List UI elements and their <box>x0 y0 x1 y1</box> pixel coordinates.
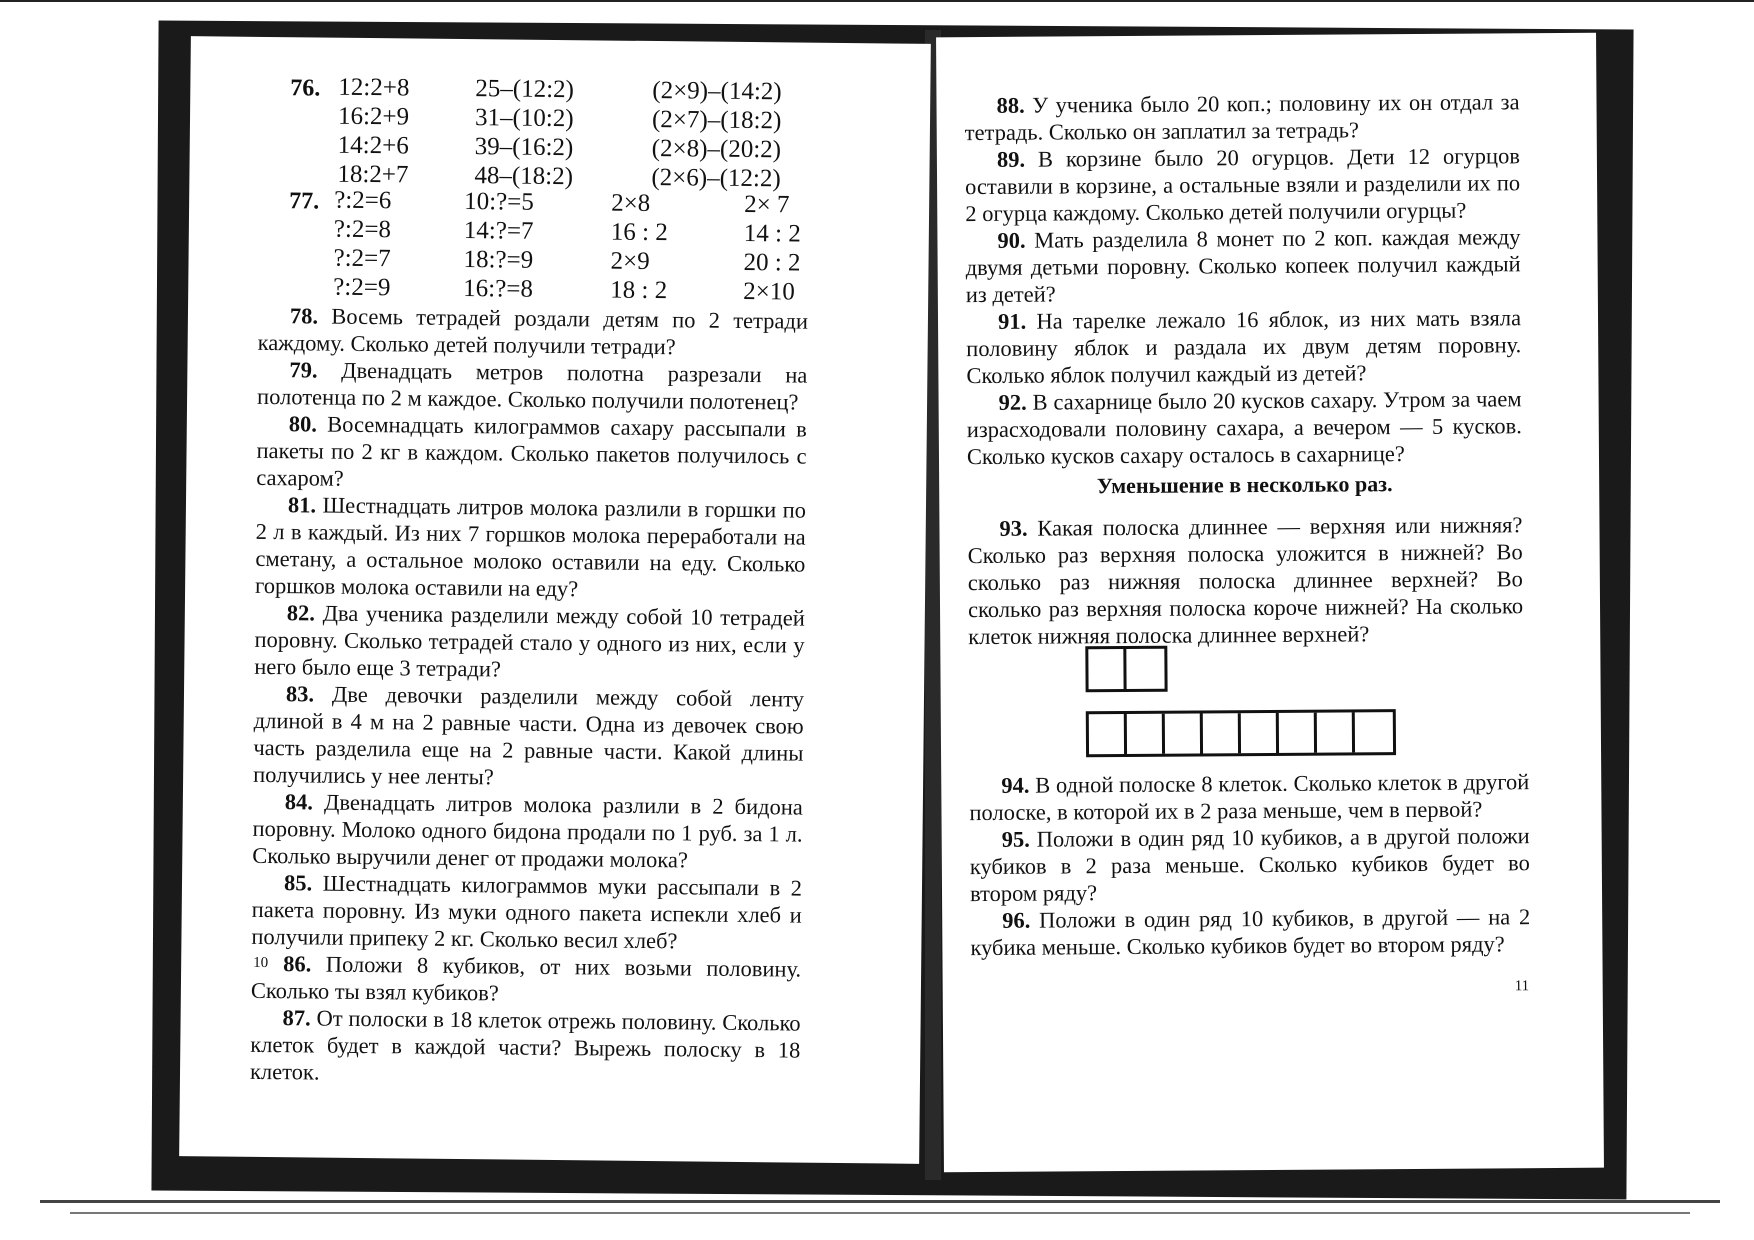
exercise-label: 77. <box>289 188 320 215</box>
problem-number: 80. <box>288 411 318 437</box>
problem-text: Какая полоска длиннее — верхняя или нижняя? Сколько раз верхняя полоска уложится в нижней? Во сколько раз нижняя полоска длиннее верхней? Во сколько раз верхняя полоска короче нижней? На сколько клеток нижняя полоска длиннее верхней? <box>967 512 1524 650</box>
page-number: 10 <box>253 954 269 972</box>
problem-text: В сахарнице было 20 кусков сахару. Утром за чаем израсходовали половину сахара, а вечером — 5 кусков. Сколько кусков сахару осталось в сахарнице? <box>966 386 1522 470</box>
expression: 10:?=5 <box>464 188 534 216</box>
problem <box>257 356 808 416</box>
expression: 18 : 2 <box>610 276 668 305</box>
expression: 20 : 2 <box>743 248 801 277</box>
problem-text: Две девочки разделили между собой ленту длиной в 4 м на 2 равные части. Одна из девочек свою часть разделила еще на 2 равные части. Какой длины получились у нее ленты? <box>253 681 805 790</box>
problem <box>253 680 804 794</box>
problem-number: 86. <box>283 951 312 977</box>
exercise-column <box>743 190 801 307</box>
expression: ?:2=8 <box>333 215 392 244</box>
problems-78-87 <box>250 302 808 1091</box>
expression: 31–(10:2) <box>474 104 574 133</box>
strip-cell <box>1279 713 1317 753</box>
expression: ?:2=6 <box>334 186 392 215</box>
expression: ?:2=7 <box>333 244 391 273</box>
expression: 39–(16:2) <box>474 133 574 162</box>
problem-text: В одной полоске 8 клеток. Сколько клеток в другой полоске, в которой их в 2 раза меньше, чем в первой? <box>969 769 1530 826</box>
problem <box>967 385 1523 470</box>
expression: 14:?=7 <box>463 217 534 245</box>
problem-text: На тарелке лежало 16 яблок, из них мать взяла половину яблок и раздала их двум детям поровну. Сколько яблок получил каждый из детей? <box>966 305 1522 389</box>
strip-cell <box>1355 712 1393 752</box>
problem <box>254 599 805 686</box>
problem <box>964 88 1519 146</box>
right-page <box>936 33 1604 1173</box>
problem <box>967 511 1523 650</box>
problem-text: От полоски в 18 клеток отрежь половину. Сколько клеток будет в каждой части? Вырежь полоску в 18 клеток. <box>249 1005 801 1085</box>
expression: (2×7)–(18:2) <box>651 105 782 135</box>
scan-bottom-edge <box>40 1200 1720 1203</box>
problem-number: 84. <box>284 789 314 815</box>
problem-number: 93. <box>999 515 1028 541</box>
problem-text: Восемнадцать килограммов сахару рассыпали в пакеты по 2 кг в каждом. Сколько пакетов получилось с сахаром? <box>256 411 807 491</box>
strip-cell <box>1165 713 1203 753</box>
strip-cell <box>1317 712 1355 752</box>
expression: 14:2+6 <box>337 131 409 160</box>
strip-cell <box>1241 713 1279 753</box>
exercise-column <box>610 189 668 306</box>
problem-number: 90. <box>997 227 1026 253</box>
expression: (2×9)–(14:2) <box>652 76 782 106</box>
expression: 16:2+9 <box>337 102 410 131</box>
exercise-column <box>651 76 782 193</box>
problems-94-96 <box>969 768 1530 961</box>
problem-number: 89. <box>996 146 1026 172</box>
problem <box>970 822 1531 907</box>
section-heading: Уменьшение в несколько раз. <box>1096 471 1393 499</box>
problem-number: 87. <box>282 1005 311 1031</box>
short-strip <box>1085 646 1167 693</box>
problem-number: 92. <box>998 389 1027 415</box>
expression: 16 : 2 <box>610 218 668 247</box>
expression: 2×9 <box>610 247 650 275</box>
expression: 18:2+7 <box>337 160 409 189</box>
problem-text: Двенадцать литров молока разлили в 2 бидона поровну. Молоко одного бидона продали по 1 руб. за 1 л. Сколько выручили денег от продажи молока? <box>252 789 803 873</box>
expression: 25–(12:2) <box>475 75 575 104</box>
scan-bottom-edge-2 <box>70 1212 1690 1214</box>
problem-number: 79. <box>289 357 318 383</box>
problem-text: Шестнадцать килограммов муки рассыпали в 2 пакета поровну. Из муки одного пакета испекли хлеб и получили припеку 2 кг. Сколько весил хлеб? <box>251 870 803 954</box>
problem-text: Восемь тетрадей роздали детям по 2 тетради каждому. Сколько детей получили тетради? <box>257 303 809 360</box>
exercise-label: 76. <box>290 75 321 102</box>
problems-88-92 <box>964 88 1522 470</box>
problem-text: В корзине было 20 огурцов. Дети 12 огурцов оставили в корзине, а остальные взяли и разделили их по 2 огурца каждому. Сколько детей получили огурцы? <box>965 143 1521 227</box>
problem-text: Мать разделила 8 монет по 2 коп. каждая между двумя детьми поровну. Сколько копеек получил каждый из детей? <box>965 224 1521 308</box>
problem-93 <box>967 511 1523 650</box>
exercise-column <box>474 74 574 191</box>
exercise-column <box>337 73 409 190</box>
expression: 14 : 2 <box>743 219 801 248</box>
expression: (2×8)–(20:2) <box>651 134 782 164</box>
problem-number: 83. <box>285 681 315 707</box>
problem-text: Два ученика разделили между собой 10 тетрадей поровну. Сколько тетрадей стало у одного из них, если у него было еще 3 тетради? <box>254 600 805 682</box>
exercise-column <box>463 187 534 304</box>
problem <box>965 223 1521 308</box>
problem <box>970 903 1530 961</box>
expression: 2× 7 <box>744 190 790 219</box>
long-strip <box>1086 709 1396 757</box>
problem <box>250 1004 801 1091</box>
problem-text: Положи 8 кубиков, от них возьми половину. Сколько ты взял кубиков? <box>250 951 802 1006</box>
strip-cell <box>1126 649 1164 689</box>
strip-cell <box>1127 714 1165 754</box>
expression: 2×8 <box>611 189 651 217</box>
problem-text: У ученика было 20 коп.; половину их он отдал за тетрадь. Сколько он заплатил за тетрадь? <box>964 89 1520 146</box>
expression: ?:2=9 <box>333 273 391 302</box>
problem <box>251 869 802 956</box>
left-page <box>179 36 931 1164</box>
problem-number: 85. <box>283 870 313 896</box>
problem <box>969 768 1529 826</box>
problem-number: 95. <box>1001 826 1030 852</box>
problem <box>258 302 809 362</box>
scan-top-edge <box>0 0 1754 2</box>
expression: 48–(18:2) <box>474 162 574 191</box>
strip-cell <box>1089 714 1127 754</box>
problem <box>255 491 806 605</box>
strip-cell <box>1203 713 1241 753</box>
problem <box>256 410 807 497</box>
problem-number: 91. <box>997 308 1027 334</box>
expression: 18:?=9 <box>463 246 534 274</box>
problem-number: 78. <box>289 303 319 329</box>
problem-text: Шестнадцать литров молока разлили в горшки по 2 л в каждый. Из них 7 горшков молока переработали на сметану, а остальное молоко оставили на еду. Сколько горшков молока оставили на еду? <box>255 492 807 602</box>
problem-text: Положи в один ряд 10 кубиков, а в другой положи кубиков в 2 раза меньше. Сколько кубиков будет во втором ряду? <box>969 823 1530 907</box>
problem <box>966 304 1522 389</box>
page-number: 11 <box>1514 978 1530 995</box>
problem-number: 81. <box>287 492 317 518</box>
strip-cell <box>1088 649 1126 689</box>
problem <box>252 788 803 875</box>
problem-number: 82. <box>286 600 316 626</box>
exercise-column <box>333 186 391 303</box>
problem <box>251 950 802 1010</box>
expression: 2×10 <box>743 277 795 306</box>
problem-number: 96. <box>1002 907 1031 933</box>
problem-number: 88. <box>996 92 1025 118</box>
expression: 12:2+8 <box>338 73 410 102</box>
problem-text: Положи в один ряд 10 кубиков, в другой — на 2 кубика меньше. Сколько кубиков будет во втором ряду? <box>970 904 1531 961</box>
problem-number: 94. <box>1001 772 1030 798</box>
problem <box>965 142 1521 227</box>
expression: 16:?=8 <box>463 275 534 303</box>
problem-text: Двенадцать метров полотна разрезали на полотенца по 2 м каждое. Сколько получили полотенец? <box>256 357 808 415</box>
expression: (2×6)–(12:2) <box>651 163 781 193</box>
